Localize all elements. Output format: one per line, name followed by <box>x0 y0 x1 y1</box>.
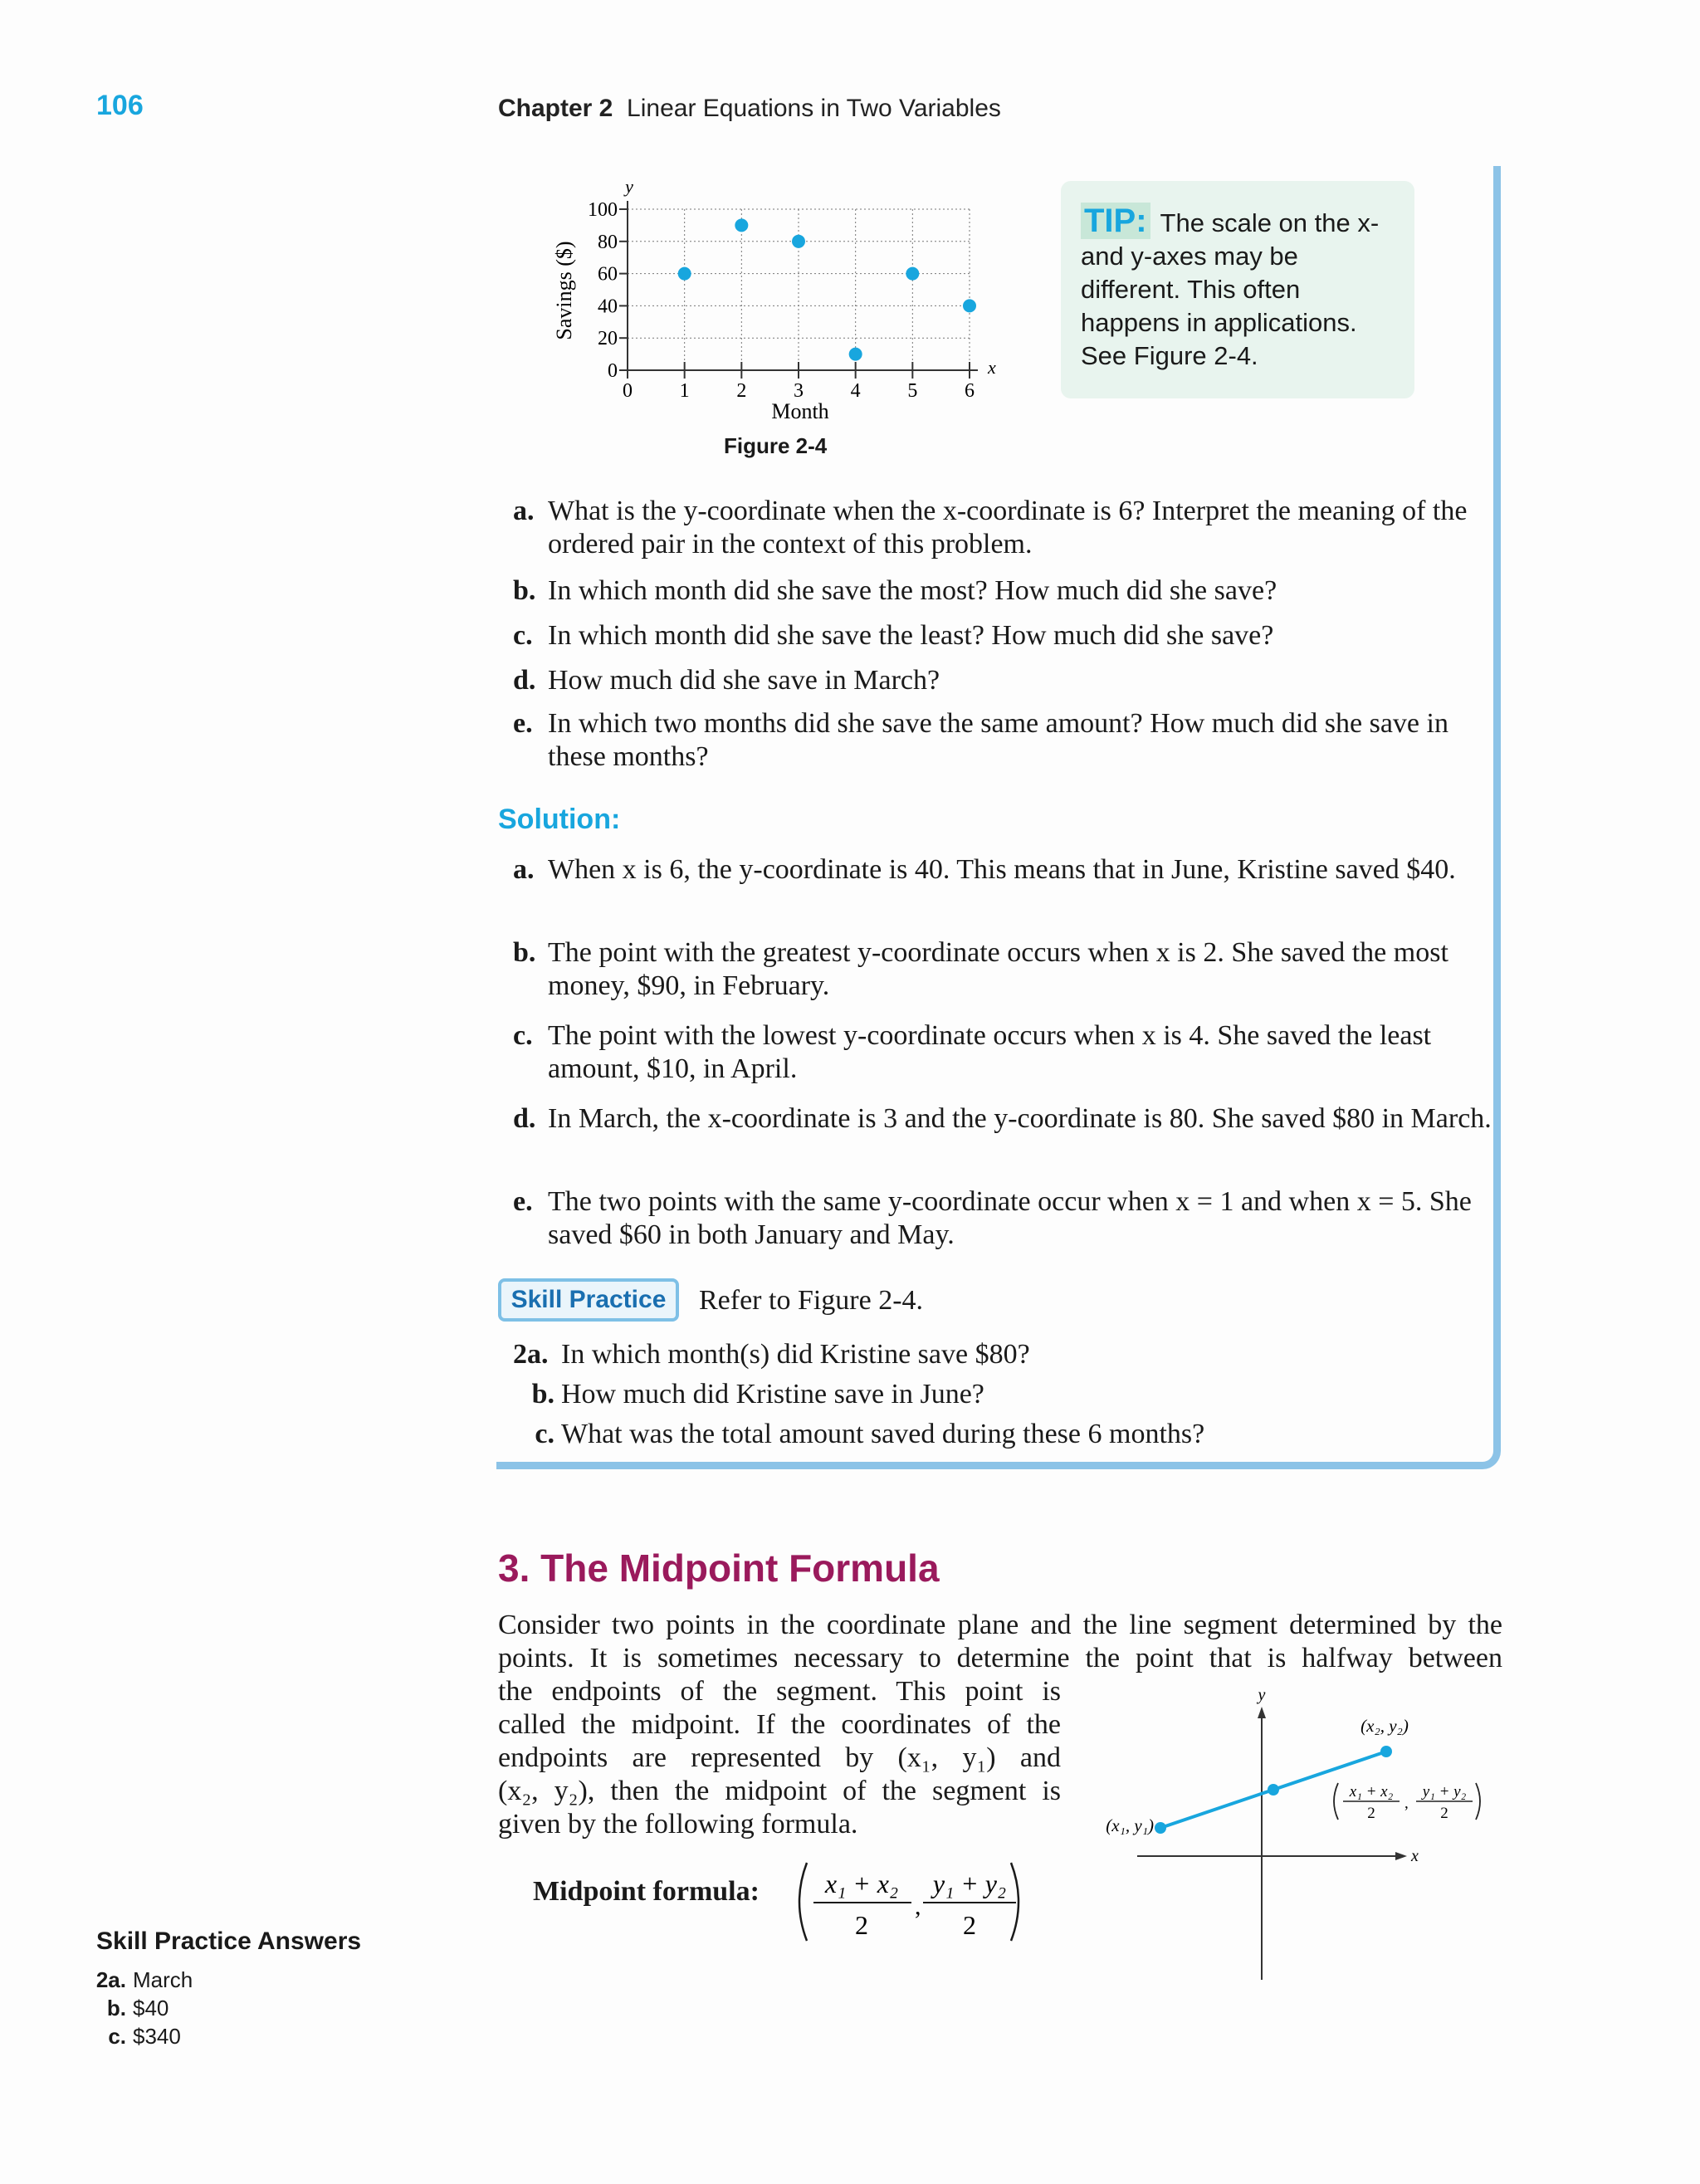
answers-heading: Skill Practice Answers <box>96 1927 362 1955</box>
question-text: In which month did she save the most? How much did she save? <box>548 575 1277 606</box>
formula-den-right: 2 <box>963 1910 976 1940</box>
solution-label: d. <box>513 1103 536 1134</box>
question-item <box>513 574 1492 608</box>
solution-label: a. <box>513 854 535 885</box>
paragraph-line: called the midpoint. If the coordinates of the <box>498 1709 1061 1740</box>
answer-text: $40 <box>133 1996 169 2020</box>
x-tick-label: 6 <box>965 380 975 402</box>
question-label: d. <box>513 665 536 696</box>
question-item <box>513 495 1492 561</box>
page-number: 106 <box>96 90 144 121</box>
mid-num-right: y₁ + y₂ <box>1422 1783 1467 1800</box>
x-tick-label: 5 <box>907 380 918 402</box>
endpoint-2 <box>1380 1746 1392 1757</box>
skill-practice-text: How much did Kristine save in June? <box>561 1379 984 1410</box>
solution-text: In March, the x-coordinate is 3 and the y-coordinate is 80. She saved $80 in March. <box>548 1103 1492 1134</box>
data-point <box>735 218 748 232</box>
data-point <box>792 235 805 248</box>
solution-label: e. <box>513 1186 533 1217</box>
mid-den-right: 2 <box>1440 1805 1448 1822</box>
solution-item <box>513 1185 1492 1252</box>
skill-practice-intro: Refer to Figure 2-4. <box>699 1285 924 1316</box>
point1-label: (x₁, y₁) <box>1106 1815 1154 1835</box>
tip-box <box>1061 181 1414 398</box>
skill-practice-item <box>513 1378 1492 1411</box>
solution-item <box>513 853 1492 887</box>
answer-label: b. <box>106 1996 126 2020</box>
y-tick-label: 20 <box>598 328 618 350</box>
endpoint-1 <box>1155 1822 1166 1834</box>
answer-text: March <box>133 1967 193 1992</box>
x-tick-label: 2 <box>736 380 747 402</box>
point2-label: (x₂, y₂) <box>1360 1716 1409 1736</box>
y-tick-label: 100 <box>588 199 618 221</box>
skill-practice-label: b. <box>531 1379 554 1410</box>
answer-item <box>90 1967 193 1993</box>
solution-item <box>513 936 1492 1003</box>
formula-den-left: 2 <box>855 1910 868 1940</box>
paragraph-line: the endpoints of the segment. This point is <box>498 1676 1061 1707</box>
y-tick-label: 80 <box>598 231 618 253</box>
data-point <box>849 348 862 361</box>
question-label: e. <box>513 708 533 739</box>
tip-text: The scale on the x- and y-axes may be different. This often happens in applications. See Figure 2-4. <box>1081 208 1380 370</box>
chart-points <box>678 218 976 360</box>
y-tick-label: 0 <box>608 360 618 382</box>
question-item <box>513 707 1492 774</box>
mid-num-left: x₁ + x₂ <box>1349 1783 1394 1800</box>
data-point <box>963 299 976 312</box>
answer-item <box>90 2024 181 2050</box>
paragraph-line: endpoints are represented by (x₁, y₁) and <box>498 1742 1061 1773</box>
question-label: b. <box>513 575 536 606</box>
solution-text: When x is 6, the y-coordinate is 40. This means that in June, Kristine saved $40. <box>548 854 1456 885</box>
paragraph-line: (x₂, y₂), then the midpoint of the segment is <box>498 1776 1061 1806</box>
diagram-x-letter: x <box>1411 1847 1419 1865</box>
solution-text: The two points with the same y-coordinate occur when x = 1 and when x = 5. She saved $60 in both January and May. <box>548 1186 1472 1250</box>
x-tick-label: 4 <box>850 380 861 402</box>
svg-text:,: , <box>1404 1795 1409 1812</box>
midpoint-formula-label: Midpoint formula: <box>533 1876 760 1907</box>
midpoint-formula <box>789 1856 1029 1947</box>
formula-num-left: x₁ + x₂ <box>824 1869 899 1898</box>
y-arrow <box>1258 1707 1266 1718</box>
skill-practice-badge: Skill Practice <box>498 1278 679 1322</box>
chapter-title: Linear Equations in Two Variables <box>627 95 1001 122</box>
skill-practice-text: What was the total amount saved during these 6 months? <box>561 1419 1205 1449</box>
chart-axes <box>628 201 978 370</box>
solution-label: b. <box>513 937 536 968</box>
left-paren <box>799 1863 807 1941</box>
section-heading: 3. The Midpoint Formula <box>498 1546 940 1590</box>
answer-item <box>90 1996 169 2021</box>
data-point <box>678 267 691 281</box>
answer-text: $340 <box>133 2024 181 2049</box>
skill-practice-label: c. <box>535 1419 554 1449</box>
question-item <box>513 619 1492 652</box>
x-tick-label: 0 <box>623 380 633 402</box>
solution-text: The point with the greatest y-coordinate occurs when x is 2. She saved the most money, $90, in February. <box>548 937 1448 1001</box>
skill-practice-label: 2a. <box>513 1339 549 1370</box>
formula-num-right: y₁ + y₂ <box>932 1869 1007 1898</box>
chart-y-label: Savings ($) <box>552 241 576 340</box>
question-text: How much did she save in March? <box>548 665 940 696</box>
question-label: a. <box>513 496 535 526</box>
y-tick-label: 40 <box>598 296 618 318</box>
midpoint-dot <box>1268 1784 1279 1796</box>
skill-practice-item <box>513 1418 1492 1451</box>
question-text: In which month did she save the least? How much did she save? <box>548 620 1274 651</box>
midpoint-diagram <box>1087 1685 1519 1984</box>
skill-practice-item <box>513 1338 1492 1371</box>
chart-ticks <box>588 199 975 402</box>
chart-grid <box>628 209 970 370</box>
paragraph-line: given by the following formula. <box>498 1809 858 1840</box>
answer-label: c. <box>108 2024 126 2049</box>
solution-item <box>513 1019 1492 1086</box>
answer-label: 2a. <box>95 1967 126 1992</box>
mid-den-left: 2 <box>1367 1805 1375 1822</box>
svg-text:,: , <box>915 1893 921 1920</box>
x-tick-label: 1 <box>679 380 690 402</box>
tip-label: TIP: <box>1081 203 1150 239</box>
savings-scatter-chart <box>548 166 1013 432</box>
chart-x-axis-letter: x <box>988 357 996 378</box>
figure-caption: Figure 2-4 <box>724 433 828 458</box>
chapter-label: Chapter 2 <box>498 95 613 122</box>
x-arrow <box>1395 1852 1407 1860</box>
diagram-y-letter: y <box>1258 1686 1266 1704</box>
solution-heading: Solution: <box>498 804 621 835</box>
question-text: In which two months did she save the same amount? How much did she save in these months? <box>548 708 1448 772</box>
solution-item <box>513 1102 1492 1136</box>
paragraph-line: Consider two points in the coordinate plane and the line segment determined by the <box>498 1610 1502 1640</box>
question-item <box>513 664 1492 697</box>
x-tick-label: 3 <box>794 380 804 402</box>
skill-practice-text: In which month(s) did Kristine save $80? <box>561 1339 1030 1370</box>
paragraph-line: points. It is sometimes necessary to determine the point that is halfway between <box>498 1643 1502 1673</box>
chart-x-label: Month <box>771 399 829 423</box>
solution-text: The point with the lowest y-coordinate occurs when x is 4. She saved the least amount, $10, in April. <box>548 1020 1432 1084</box>
solution-label: c. <box>513 1020 533 1051</box>
chart-y-axis-letter: y <box>625 176 633 197</box>
question-label: c. <box>513 620 533 651</box>
chapter-header <box>498 95 1001 123</box>
data-point <box>906 267 919 281</box>
y-tick-label: 60 <box>598 263 618 286</box>
question-text: What is the y-coordinate when the x-coordinate is 6? Interpret the meaning of the ordered pair in the context of this problem. <box>548 496 1468 559</box>
